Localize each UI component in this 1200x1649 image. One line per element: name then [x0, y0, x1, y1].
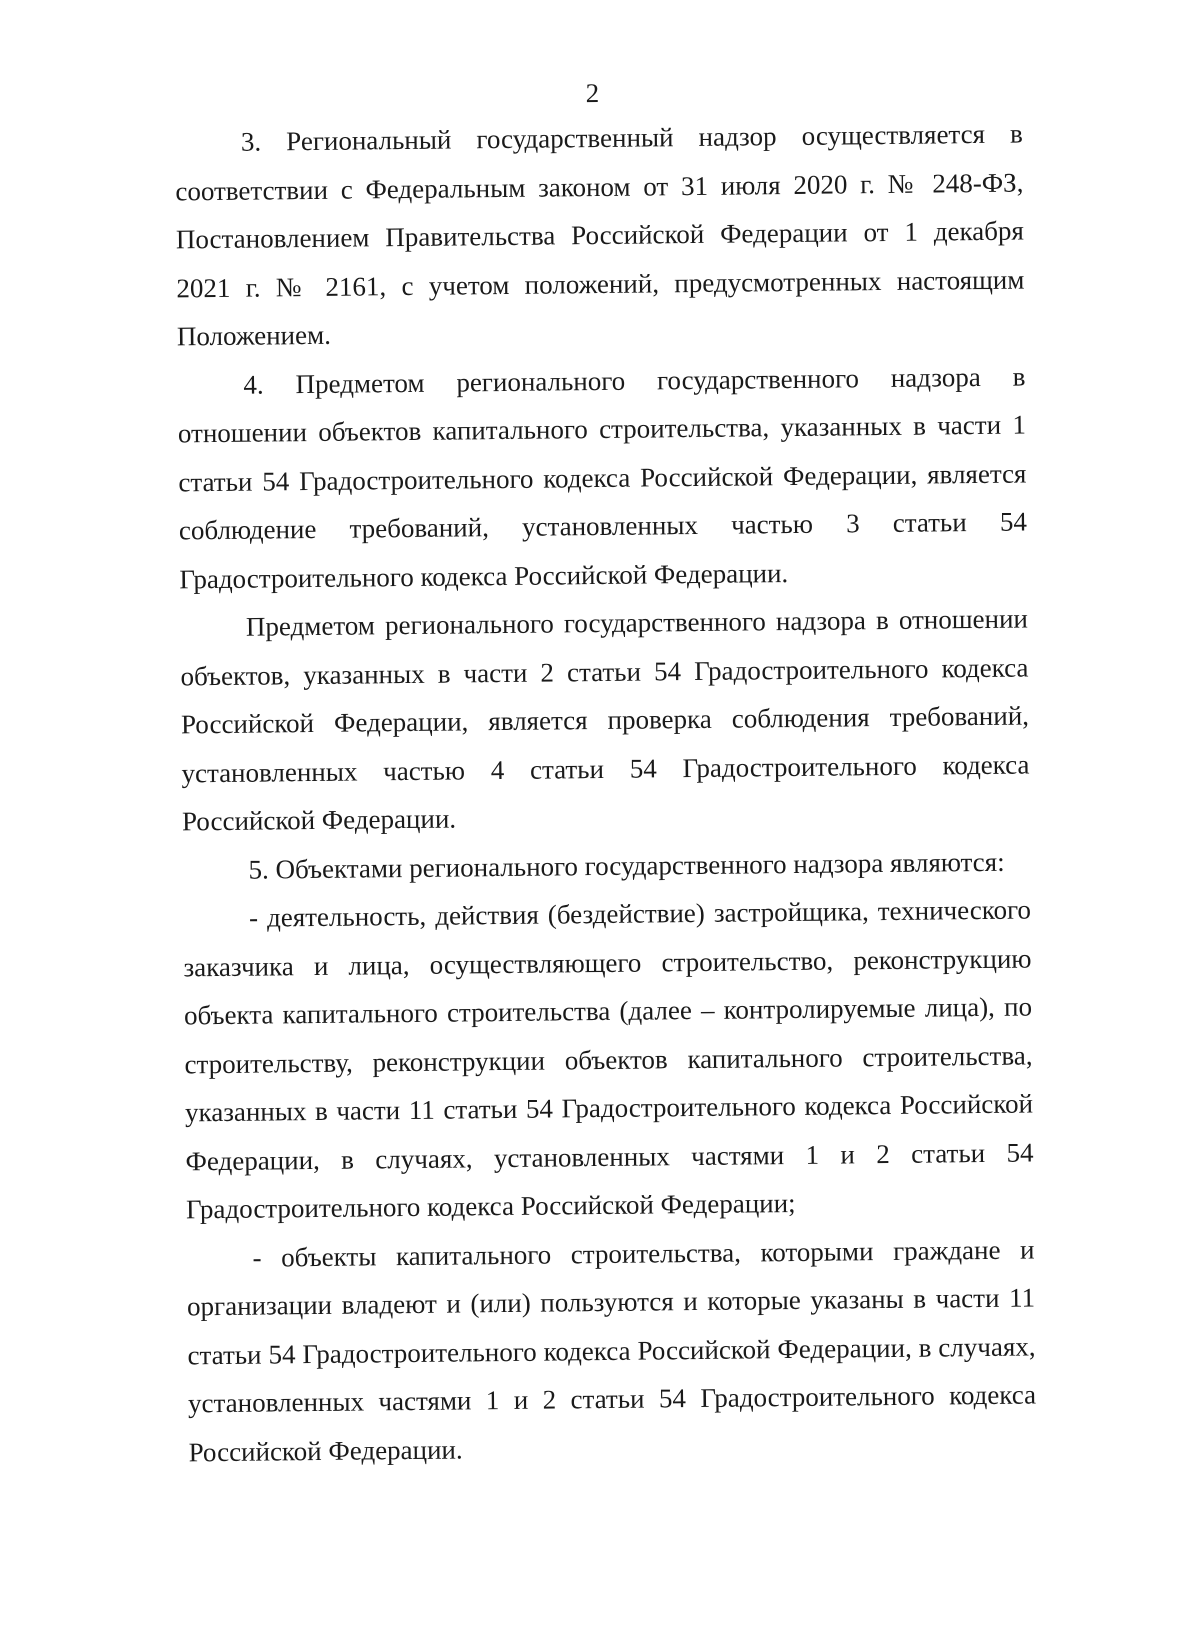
paragraph-item-5-heading: 5. Объектами регионального государственного надзора являются: [248, 846, 1005, 885]
paragraph-item-4-continued: Предметом регионального государственного надзора в отношении объектов, указанных в части 2 статьи 54 Градостроительного кодекса Российской Федерации, является проверка соблюдения требований, установленных частью 4 статьи 54 Градостроительного кодекса Российской Федерации. [180, 603, 1030, 837]
paragraph-item-4: 4. Предметом регионального государственного надзора в отношении объектов капитального строительства, указанных в части 1 статьи 54 Градостроительного кодекса Российской Федерации, является соблюдение требований, установленных частью 3 статьи 54 Градостроительного кодекса Российской Федерации. [177, 361, 1028, 594]
paragraph-item-5-bullet-objects: - объекты капитального строительства, которыми граждане и организации владеют и (или) пользуются и которые указаны в части 11 статьи 54 Градостроительного кодекса Российской Федерации, в случаях, установленных частями 1 и 2 статьи 54 Градостроительного кодекса Российской Федерации. [186, 1233, 1037, 1467]
page-number: 2 [585, 77, 600, 109]
document-body [175, 110, 1037, 1477]
paragraph-item-5-bullet-activity: - деятельность, действия (бездействие) застройщика, технического заказчика и лица, осуществляющего строительство, реконструкцию объекта капитального строительства (далее – контролируемые лица), по строительству, реконструкции объектов капитального строительства, указанных в части 11 статьи 54 Градостроительного кодекса Российской Федерации, в случаях, установленных частями 1 и 2 статьи 54 Градостроительного кодекса Российской Федерации; [183, 894, 1034, 1225]
paragraph-item-3: 3. Региональный государственный надзор осуществляется в соответствии с Федеральным законом от 31 июля 2020 г. № 248-ФЗ, Постановлением Правительства Российской Федерации от 1 декабря 2021 г. № 2161, с учетом положений, предусмотренных настоящим Положением. [175, 118, 1025, 352]
